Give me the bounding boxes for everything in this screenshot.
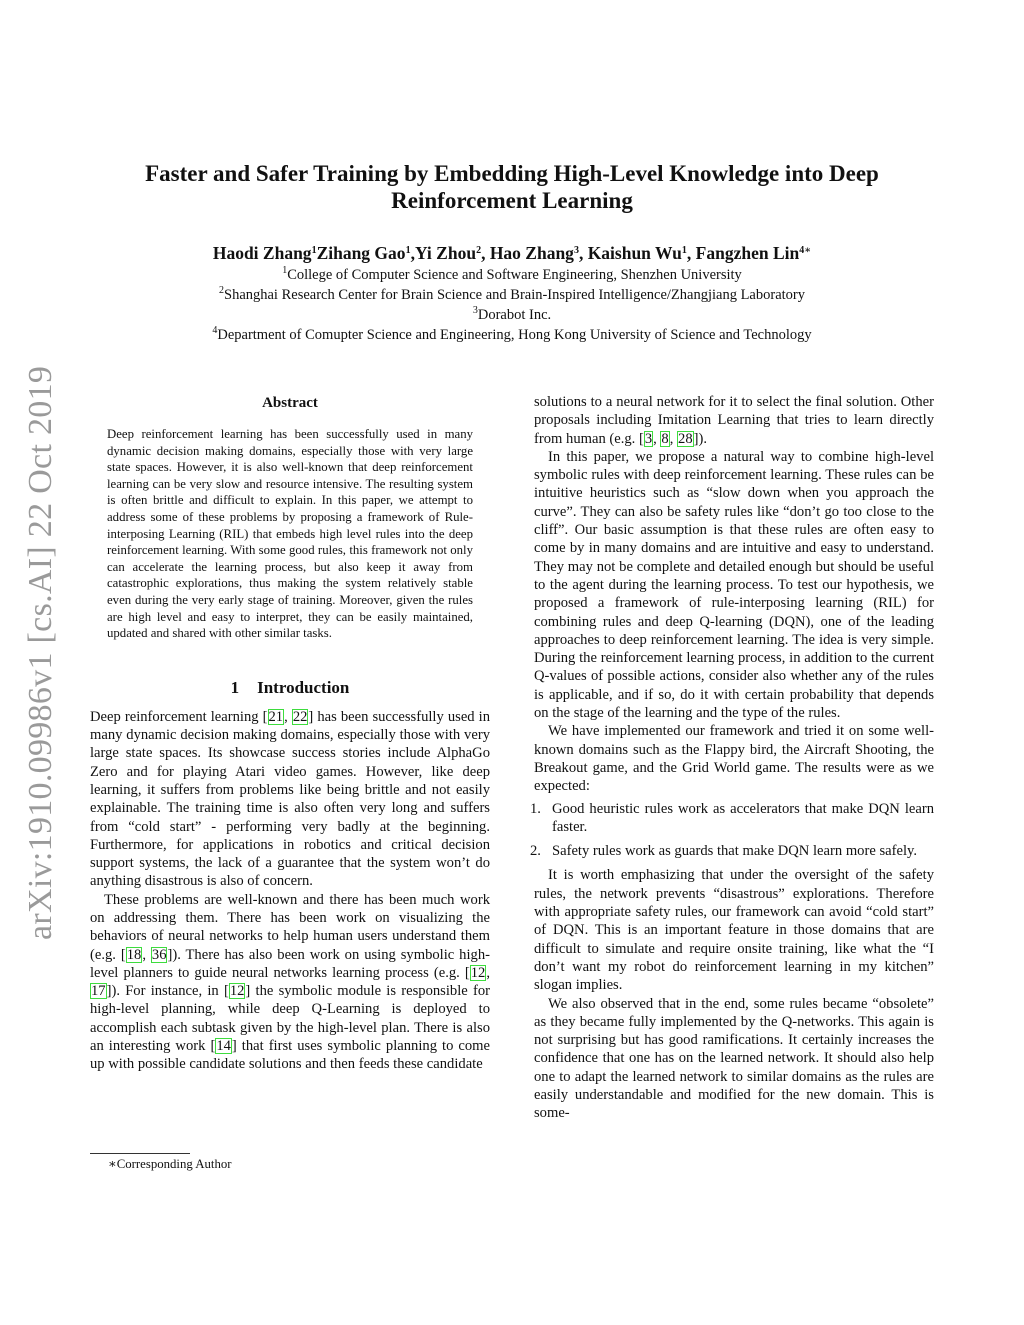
text-run: , [669, 430, 678, 447]
list-item [530, 842, 934, 860]
author-name: Haodi Zhang [212, 243, 312, 263]
citation-link[interactable]: 3 [644, 430, 653, 447]
intro-paragraph-6: It is worth emphasizing that under the oversight of the safety rules, the network prevents “disastrous” explorations. Therefore with appropriate safety rules, our framework can avoid “cold start” of DQN. This is an important feature in those domains that are difficult to simulate and require onsite training, like what the “I don’t want my robot do reinforcement learning in my kitchen” slogan implies. [534, 867, 934, 994]
intro-paragraph-5: We have implemented our framework and tried it on some well-known domains such as the Flappy bird, the Aircraft Shooting, the Breakout game, and the Grid World game. The results were as we expected: [534, 723, 934, 795]
intro-paragraph-2 [90, 891, 490, 1074]
title-line-1: Faster and Safer Training by Embedding High-Level Knowledge into Deep [145, 161, 879, 186]
text-run: ] the symbolic module is responsible for high-level planning, while deep Q-Learning is deployed to accomplish each subtask given by the high-level plan. There is also an interesting work [ [90, 983, 490, 1055]
section-heading-introduction [90, 678, 490, 698]
affiliation-text: College of Computer Science and Software Engineering, Shenzhen University [287, 267, 742, 283]
footnote-corresponding-author: ∗Corresponding Author [108, 1157, 232, 1171]
text-run: , [486, 964, 490, 981]
text-run: ]). [693, 430, 707, 447]
list-item-text: Safety rules work as guards that make DQN learn more safely. [552, 843, 917, 860]
list-item-text: Good heuristic rules work as accelerators that make DQN learn faster. [552, 800, 934, 835]
author-affil-sup: 1 [311, 245, 317, 256]
affiliation [90, 305, 934, 325]
affiliation [90, 265, 934, 285]
author-name: , Kaishun Wu [578, 243, 682, 263]
arxiv-identifier[interactable]: arXiv:1910.09986v1 [cs.AI] 22 Oct 2019 [22, 365, 59, 940]
affiliation [90, 285, 934, 305]
text-run: ] has been successfully used in many dynamic decision making domains, especially those with very large state spaces. Its showcase success stories include AlphaGo Zero and for playing Atari video games. However, like deep learning, it suffers from problems like being brittle and not easily explainable. The training time is also often very long and suffers from “cold start” - performing very badly at the beginning. Furthermore, for applications in robotics and critical decision support systems, the lack of a guarantee that the system won’t do anything disastrous is also of concern. [90, 708, 490, 890]
affiliation-sup: 3 [472, 305, 478, 316]
author-name: , Hao Zhang [481, 243, 574, 263]
affiliation-sup: 4 [212, 325, 218, 336]
citation-link[interactable]: 17 [91, 983, 106, 1000]
results-list [530, 800, 934, 861]
intro-paragraph-1 [90, 708, 490, 891]
citation-link[interactable]: 28 [678, 430, 693, 447]
affiliation-text: Dorabot Inc. [477, 307, 552, 323]
author-affil-sup: 1 [681, 245, 687, 256]
author-affil-sup: 1 [405, 245, 411, 256]
text-run: These problems are well-known and there has been much work on addressing them. There has been work on visualizing the behaviors of neural networks to help human users understand them (e.g. [ [90, 891, 490, 963]
text-run: , [142, 946, 151, 963]
citation-link[interactable]: 36 [151, 946, 167, 963]
affiliation-text: Department of Comupter Science and Engineering, Hong Kong University of Science and Technology [217, 327, 812, 343]
text-run: ] that first uses symbolic planning to come up with possible candidate solutions and then feeds these candidate [90, 1038, 490, 1073]
citation-link[interactable]: 8 [661, 430, 669, 447]
citation-link[interactable]: 14 [216, 1038, 231, 1055]
list-number: 2. [530, 843, 541, 860]
text-run: , [653, 430, 661, 447]
title-line-2: Reinforcement Learning [391, 188, 633, 213]
affiliation-sup: 2 [219, 285, 224, 296]
list-number: 1. [530, 800, 541, 817]
author-list [90, 243, 934, 264]
citation-link[interactable]: 21 [268, 708, 284, 725]
intro-paragraph-4: In this paper, we propose a natural way to combine high-level symbolic rules with deep reinforcement learning. These rules can be intuitive heuristics such as “slow down when you approach the curve”. They can also be safety rules like “don’t go too close to the cliff”. Our basic assumption is that these rules are often easy to come by in many domains and are intuitive and easy to understand. They may not be complete and detailed enough but should be useful to the agent during the learning process. To test our hypothesis, we proposed a framework of rule-interposing learning (RIL) for combining rules and deep Q-learning (DQN), one of the leading approaches to deep reinforcement learning. The idea is very simple. During the reinforcement learning process, in addition to the current Q-values of possible actions, consider also whether any of the rules is applicable, and if so, do it with certain probability that depends on the stage of the learning and the type of the rules. [534, 448, 934, 722]
affiliation [90, 325, 934, 345]
citation-link[interactable]: 12 [229, 983, 245, 1000]
footnote-divider [90, 1153, 190, 1154]
section-title: Introduction [257, 677, 350, 697]
abstract-heading: Abstract [262, 395, 318, 411]
left-column [90, 395, 490, 1074]
right-column [530, 393, 934, 1123]
text-run: ]). There has also been work on using symbolic high-level planners to guide neural networks learning process (e.g. [ [90, 946, 490, 981]
text-run: Deep reinforcement learning [ [90, 708, 268, 725]
citation-link[interactable]: 12 [470, 964, 486, 981]
author-affil-sup: 4∗ [799, 245, 812, 256]
paper-title [90, 160, 934, 214]
text-run: ]). For instance, in [ [106, 983, 229, 1000]
intro-paragraph-3 [534, 393, 934, 448]
abstract-text: Deep reinforcement learning has been successfully used in many dynamic decision making domains, especially those with very large state spaces. However, it is also well-known that deep reinforcement learning can be very slow and resource intensive. The resulting system is often brittle and difficult to explain. In this paper, we attempt to address some of these problems by proposing a framework of Rule-interposing Learning (RIL) that embeds high level rules into the deep reinforcement learning. With some good rules, this framework not only can accelerate the learning process, but also keep it away from catastrophic explorations, thus making the system relatively stable even during the very early stage of training. Moreover, given the rules are high level and easy to interpret, they can be easily maintained, updated and shared with other similar tasks. [107, 427, 473, 641]
text-run: , [284, 708, 292, 725]
author-affil-sup: 3 [573, 245, 579, 256]
citation-link[interactable]: 18 [126, 946, 142, 963]
text-run: solutions to a neural network for it to select the final solution. Other proposals including Imitation Learning that tries to learn directly from human (e.g. [ [534, 394, 934, 447]
author-name: Zihang Gao [316, 243, 406, 263]
author-affil-sup: 2 [476, 245, 482, 256]
author-name: ,Yi Zhou [410, 243, 477, 263]
author-name: , Fangzhen Lin [686, 243, 800, 263]
section-number: 1 [230, 677, 240, 697]
intro-paragraph-7: We also observed that in the end, some rules became “obsolete” as they became fully implemented by the Q-networks. This again is not surprising but has good ramifications. It certainly increases the confidence that one has on the learned network. It should also help one to adapt the learned network to similar domains as the rules are easily understandable and modified for the new domain. This is some- [534, 995, 934, 1122]
citation-link[interactable]: 22 [292, 708, 308, 725]
affiliation-list [90, 265, 934, 345]
affiliation-text: Shanghai Research Center for Brain Science and Brain-Inspired Intelligence/Zhangjiang Laboratory [224, 287, 805, 303]
affiliation-sup: 1 [282, 265, 288, 276]
list-item [530, 800, 934, 837]
